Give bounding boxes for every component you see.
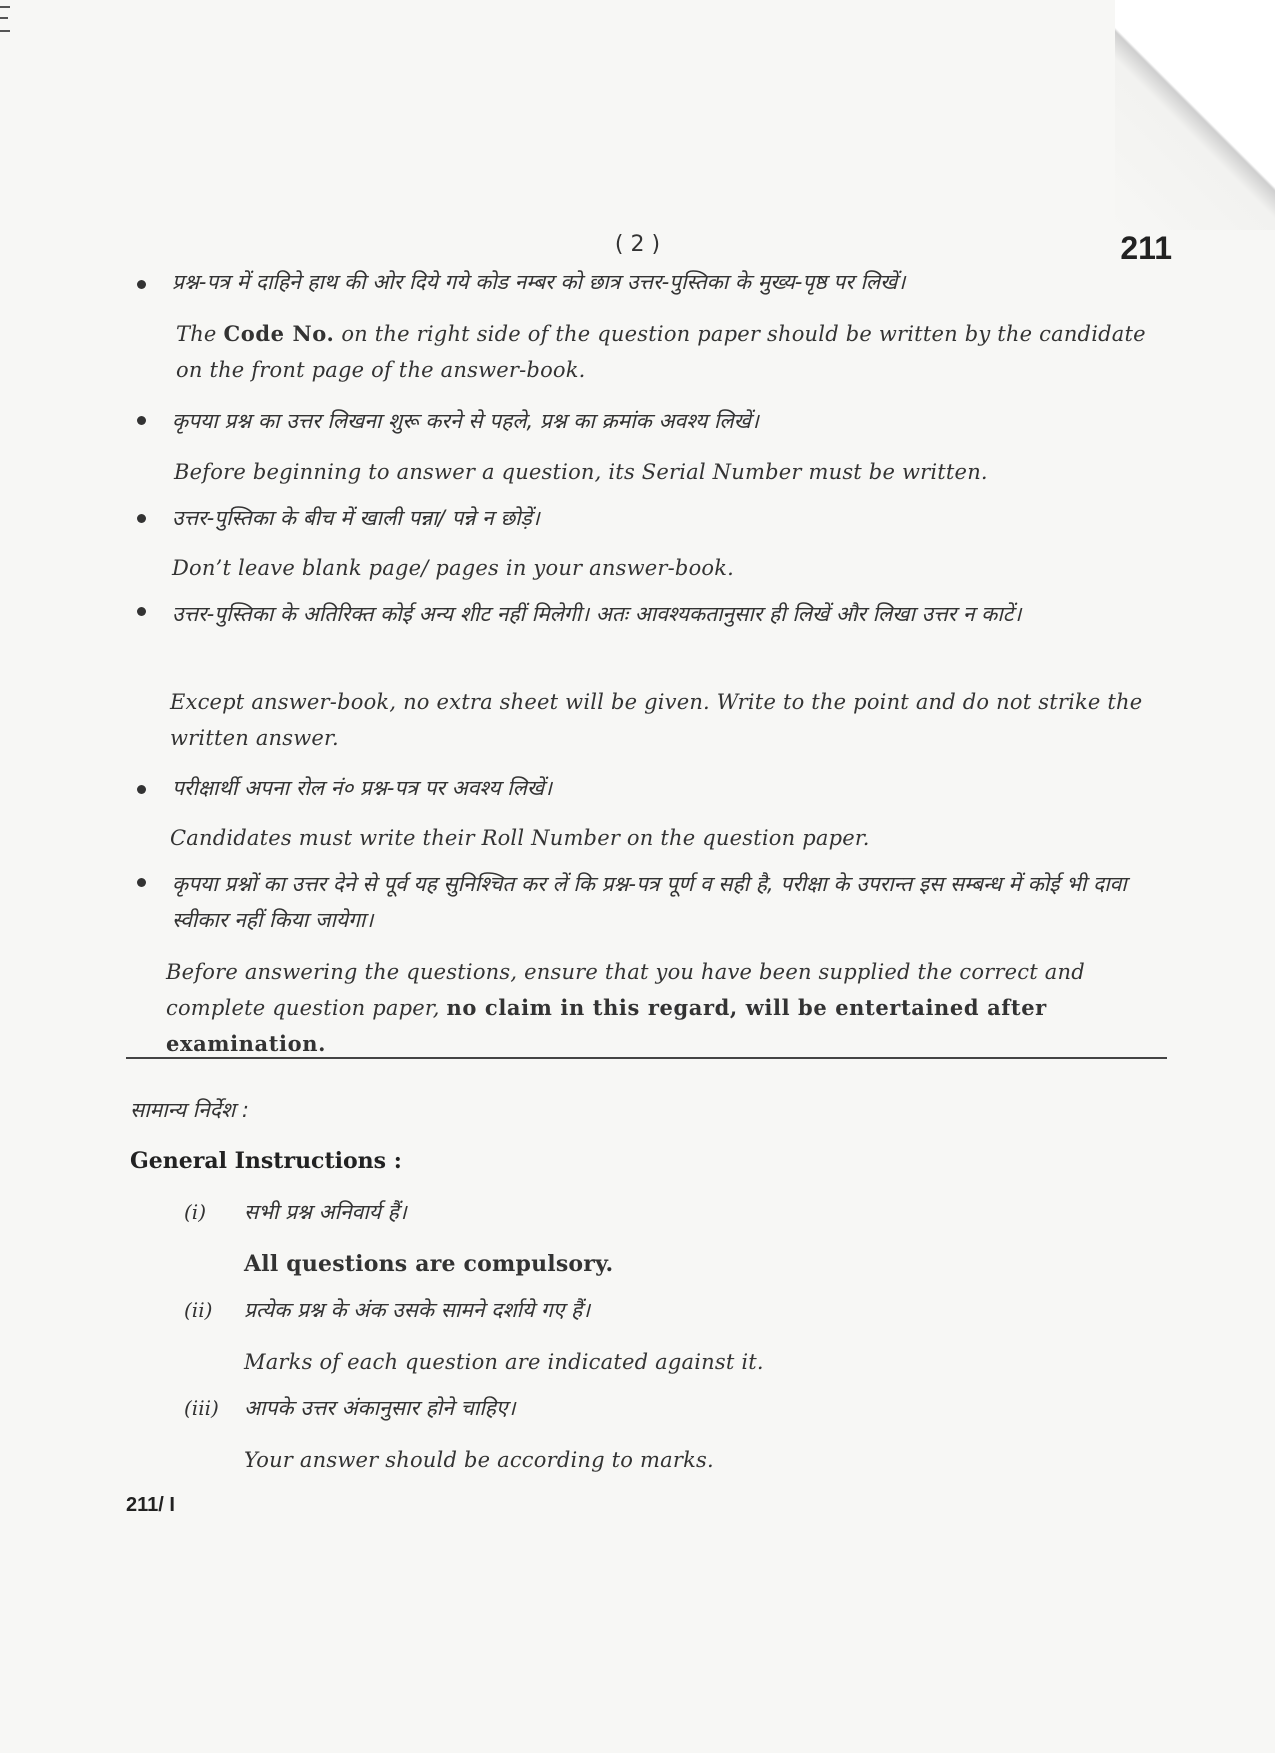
general-heading-english: General Instructions :	[130, 1148, 402, 1174]
instruction-5-hindi: परीक्षार्थी अपना रोल नं० प्रश्न-पत्र पर अवश्य लिखें।	[172, 776, 552, 800]
footer-code: 211/ I	[126, 1494, 175, 1516]
margin-mark	[0, 6, 10, 32]
general-item-2-english: Marks of each question are indicated against it.	[244, 1350, 764, 1374]
general-item-1-number: (i)	[184, 1200, 207, 1224]
paper-code: 211	[1120, 230, 1172, 266]
bullet-icon	[137, 785, 146, 794]
page-number: ( 2 )	[614, 232, 661, 257]
instruction-6-hindi: कृपया प्रश्नों का उत्तर देने से पूर्व यह सुनिश्चित कर लें कि प्रश्न-पत्र पूर्ण व सही है, परीक्षा के उपरान्त इस सम्बन्ध में कोई भी दावा स्वीकार नहीं किया जायेगा।	[172, 872, 1127, 932]
instruction-3-english: Don’t leave blank page/ pages in your answer-book.	[172, 556, 735, 580]
instruction-2-english: Before beginning to answer a question, its Serial Number must be written.	[174, 460, 988, 484]
general-item-2-number: (ii)	[184, 1298, 213, 1322]
instruction-2-hindi: कृपया प्रश्न का उत्तर लिखना शुरू करने से पहले, प्रश्न का क्रमांक अवश्य लिखें।	[172, 409, 759, 433]
instruction-4-english: Except answer-book, no extra sheet will be given. Write to the point and do not strike the written answer.	[170, 690, 1143, 750]
bullet-icon	[137, 878, 146, 887]
general-item-1-hindi: सभी प्रश्न अनिवार्य हैं।	[244, 1200, 407, 1224]
instruction-1-english: The Code No. on the right side of the question paper should be written by the candidate on the front page of the answer-book.	[176, 321, 1146, 382]
general-item-3-english: Your answer should be according to marks.	[244, 1448, 714, 1472]
instruction-3-hindi: उत्तर-पुस्तिका के बीच में खाली पन्ना/ पन्ने न छोड़ें।	[172, 506, 540, 530]
bullet-icon	[137, 280, 146, 289]
instruction-1-hindi: प्रश्न-पत्र में दाहिने हाथ की ओर दिये गये कोड नम्बर को छात्र उत्तर-पुस्तिका के मुख्य-पृष्ठ पर लिखें।	[172, 270, 906, 294]
divider-line	[126, 1057, 1167, 1059]
general-item-3-number: (iii)	[184, 1396, 219, 1420]
general-heading-hindi: सामान्य निर्देश :	[130, 1098, 249, 1122]
folded-corner	[1115, 0, 1275, 230]
general-item-1-english: All questions are compulsory.	[244, 1251, 614, 1277]
instruction-6-english: Before answering the questions, ensure that you have been supplied the correct and complete question paper, no claim in this regard, will be entertained after examination.	[166, 960, 1085, 1056]
instruction-4-hindi: उत्तर-पुस्तिका के अतिरिक्त कोई अन्य शीट नहीं मिलेगी। अतः आवश्यकतानुसार ही लिखें और लिखा उत्तर न काटें।	[172, 602, 1022, 626]
instruction-5-english: Candidates must write their Roll Number on the question paper.	[170, 826, 870, 850]
general-item-3-hindi: आपके उत्तर अंकानुसार होने चाहिए।	[244, 1396, 516, 1420]
bullet-icon	[137, 607, 146, 616]
bullet-icon	[137, 514, 146, 523]
bullet-icon	[137, 416, 146, 425]
general-item-2-hindi: प्रत्येक प्रश्न के अंक उसके सामने दर्शाये गए हैं।	[244, 1298, 591, 1322]
